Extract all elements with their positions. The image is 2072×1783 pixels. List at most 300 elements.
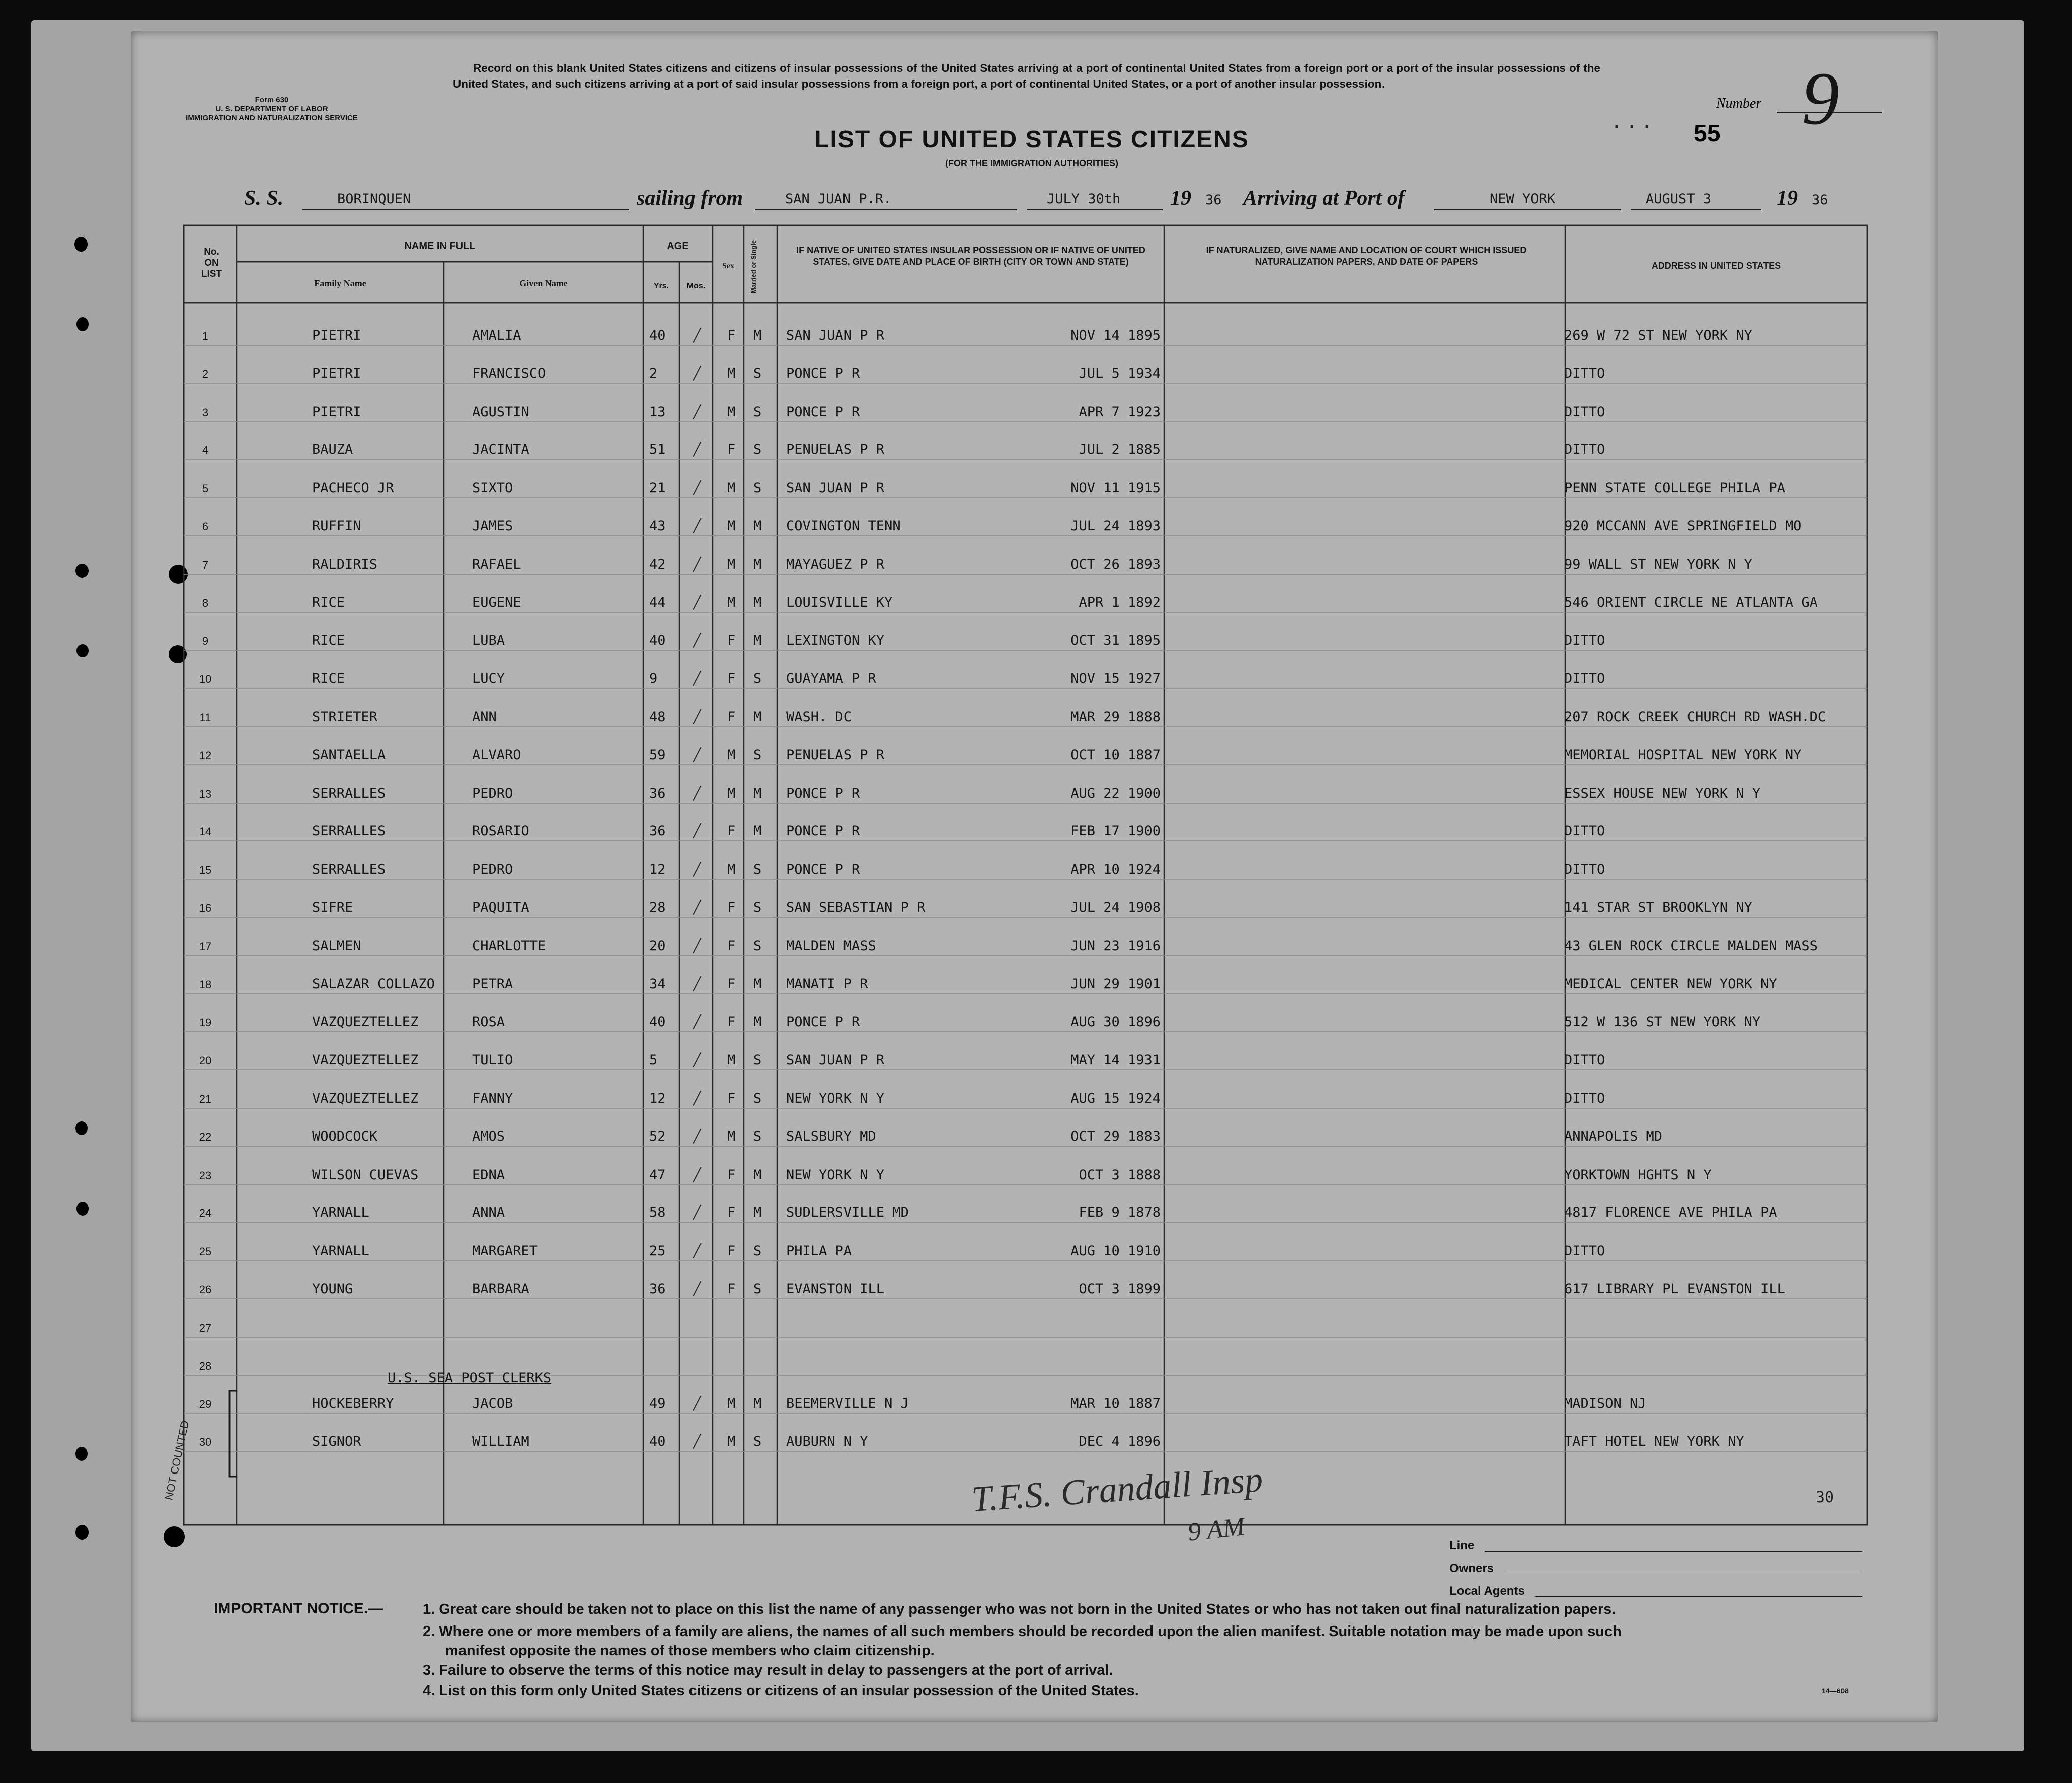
row-3-family: PIETRI [312,404,361,420]
row-4-date: JUL 2 1885 [1079,442,1161,458]
row-9-family: RICE [312,633,345,649]
check-mark: / [694,818,700,843]
row-7-ms: M [753,556,762,572]
row-2-yrs: 2 [649,365,658,381]
check-mark: / [694,1200,700,1225]
row-20-given: TULIO [472,1052,513,1068]
row-11-date: MAR 29 1888 [1070,709,1161,725]
section-label-sea-post-clerks: U.S. SEA POST CLERKS [388,1370,552,1386]
row-22-address: ANNAPOLIS MD [1564,1128,1663,1144]
row-25-sex: F [727,1243,736,1259]
row-26-sex: F [727,1281,736,1297]
row-6-place: COVINGTON TENN [786,518,901,534]
row-1-ms: M [753,328,762,343]
row-15-family: SERRALLES [312,862,386,878]
row-16-family: SIFRE [312,900,353,915]
row-23-given: EDNA [472,1167,505,1183]
check-mark: / [694,704,700,729]
form-identifier: Form 630 U. S. DEPARTMENT OF LABOR IMMIGRATION AND NATURALIZATION SERVICE [186,96,358,122]
check-mark: / [694,360,700,385]
row-2-given: FRANCISCO [472,365,546,381]
row-20-family: VAZQUEZTELLEZ [312,1052,419,1068]
row-29-address: MADISON NJ [1564,1396,1646,1412]
row-8-family: RICE [312,594,345,610]
row-1-yrs: 40 [649,328,666,343]
row-17-family: SALMEN [312,938,361,954]
row-17-yrs: 20 [649,938,666,954]
row-16-date: JUL 24 1908 [1070,900,1161,915]
row-7-address: 99 WALL ST NEW YORK N Y [1564,556,1752,572]
row-19-sex: F [727,1014,736,1030]
row-9-address: DITTO [1564,633,1605,649]
check-mark: / [694,437,700,462]
row-1-address: 269 W 72 ST NEW YORK NY [1564,328,1752,343]
row-23-family: WILSON CUEVAS [312,1167,419,1183]
row-22-date: OCT 29 1883 [1070,1128,1161,1144]
ss-label: S. S. [244,187,284,210]
row-12-date: OCT 10 1887 [1070,747,1161,763]
row-4-place: PENUELAS P R [786,442,885,458]
check-mark: / [694,780,700,805]
row-10-ms: S [753,671,762,687]
row-22-no: 22 [199,1130,212,1143]
row-13-given: PEDRO [472,785,513,801]
row-30-date: DEC 4 1896 [1079,1434,1161,1450]
check-mark: / [694,1047,700,1072]
row-14-date: FEB 17 1900 [1070,823,1161,839]
row-30-address: TAFT HOTEL NEW YORK NY [1564,1434,1744,1450]
check-mark: / [694,933,700,958]
row-29-ms: M [753,1396,762,1412]
row-23-place: NEW YORK N Y [786,1167,885,1183]
row-18-family: SALAZAR COLLAZO [312,976,435,992]
header-age: AGE [667,241,689,252]
row-21-no: 21 [199,1093,212,1105]
row-16-address: 141 STAR ST BROOKLYN NY [1564,900,1752,915]
check-mark: / [694,1238,700,1263]
check-mark: / [694,475,700,500]
row-25-address: DITTO [1564,1243,1605,1259]
row-29-date: MAR 10 1887 [1070,1396,1161,1412]
line-label: Line [1449,1539,1475,1553]
agents-underline [1535,1596,1862,1597]
row-1-given: AMALIA [472,328,521,343]
row-14-place: PONCE P R [786,823,860,839]
row-13-place: PONCE P R [786,785,860,801]
print-code: 14—608 [1822,1687,1849,1695]
row-15-place: PONCE P R [786,862,860,878]
row-17-date: JUN 23 1916 [1070,938,1161,954]
row-22-yrs: 52 [649,1128,666,1144]
check-mark: / [694,589,700,614]
owners-label: Owners [1449,1562,1494,1575]
check-mark: / [694,1429,700,1454]
row-11-sex: F [727,709,736,725]
page-tally: 30 [1816,1489,1834,1506]
row-7-family: RALDIRIS [312,556,378,572]
check-mark: / [694,857,700,882]
row-17-sex: F [727,938,736,954]
header-address: ADDRESS IN UNITED STATES [1651,261,1781,271]
row-9-no: 9 [202,635,209,648]
row-13-no: 13 [199,787,212,800]
row-25-family: YARNALL [312,1243,369,1259]
row-30-place: AUBURN N Y [786,1434,868,1450]
row-25-given: MARGARET [472,1243,538,1259]
row-11-address: 207 ROCK CREEK CHURCH RD WASH.DC [1564,709,1826,725]
row-5-address: PENN STATE COLLEGE PHILA PA [1564,480,1785,496]
row-23-sex: F [727,1167,736,1183]
row-3-no: 3 [202,406,209,419]
year-prefix-2: 19 [1777,187,1798,210]
header-family-name: Family Name [314,278,366,288]
row-5-sex: M [727,480,736,496]
row-8-ms: M [753,594,762,610]
header-no-on-list: No. ON LIST [201,247,222,279]
check-mark: / [694,399,700,424]
row-21-date: AUG 15 1924 [1070,1091,1161,1106]
form-title: LIST OF UNITED STATES CITIZENS [814,126,1249,153]
row-14-sex: F [727,823,736,839]
row-13-ms: M [753,785,762,801]
row-15-sex: M [727,862,736,878]
row-23-no: 23 [199,1169,212,1182]
row-17-address: 43 GLEN ROCK CIRCLE MALDEN MASS [1564,938,1818,954]
row-22-family: WOODCOCK [312,1128,378,1144]
row-22-sex: M [727,1128,736,1144]
row-11-ms: M [753,709,762,725]
header-sex: Sex [722,262,734,270]
row-18-ms: M [753,976,762,992]
row-17-ms: S [753,938,762,954]
row-3-given: AGUSTIN [472,404,529,420]
row-11-family: STRIETER [312,709,378,725]
row-20-yrs: 5 [649,1052,658,1068]
row-7-yrs: 42 [649,556,666,572]
row-29-given: JACOB [472,1396,513,1412]
row-25-date: AUG 10 1910 [1070,1243,1161,1259]
check-mark: / [694,1086,700,1110]
row-16-no: 16 [199,902,212,914]
row-1-no: 1 [202,330,209,342]
row-29-place: BEEMERVILLE N J [786,1396,909,1412]
row-10-date: NOV 15 1927 [1070,671,1161,687]
row-1-date: NOV 14 1895 [1070,328,1161,343]
row-5-given: SIXTO [472,480,513,496]
row-19-yrs: 40 [649,1014,666,1030]
row-12-sex: M [727,747,736,763]
check-mark: / [694,513,700,538]
row-4-no: 4 [202,444,209,457]
year-prefix-1: 19 [1170,187,1191,210]
row-5-ms: S [753,480,762,496]
row-7-given: RAFAEL [472,556,521,572]
check-mark: / [694,628,700,653]
check-mark: / [694,1123,700,1148]
row-9-yrs: 40 [649,633,666,649]
row-10-family: RICE [312,671,345,687]
row-16-given: PAQUITA [472,900,529,915]
not-counted-note: NOT COUNTED [162,1419,192,1501]
row-10-given: LUCY [472,671,505,687]
form-preamble: Record on this blank United States citizens and citizens of insular possessions of the United States arriving at a port of continental United States from a foreign port or a port of the insular possessions of the United States, and such citizens arriving at a port of said insular possessions from a foreign port, a port of continental United States, or a port of another insular possession. [453,62,1600,90]
row-29-family: HOCKEBERRY [312,1396,394,1412]
row-11-yrs: 48 [649,709,666,725]
form-subtitle: (FOR THE IMMIGRATION AUTHORITIES) [945,158,1118,168]
row-21-place: NEW YORK N Y [786,1091,885,1106]
row-3-yrs: 13 [649,404,666,420]
row-22-place: SALSBURY MD [786,1128,876,1144]
line-underline [1485,1551,1862,1552]
row-19-family: VAZQUEZTELLEZ [312,1014,419,1030]
row-26-place: EVANSTON ILL [786,1281,885,1297]
row-8-address: 546 ORIENT CIRCLE NE ATLANTA GA [1564,594,1818,610]
row-18-address: MEDICAL CENTER NEW YORK NY [1564,976,1777,992]
row-7-place: MAYAGUEZ P R [786,556,885,572]
row-21-address: DITTO [1564,1091,1605,1106]
list-number-handwritten: 9 [1802,57,1839,140]
row-6-yrs: 43 [649,518,666,534]
row-2-place: PONCE P R [786,365,860,381]
row-17-no: 17 [199,940,212,953]
row-22-given: AMOS [472,1128,505,1144]
arrival-year: 36 [1812,192,1828,208]
row-15-date: APR 10 1924 [1070,862,1161,878]
number-label: Number [1716,96,1762,111]
row-24-address: 4817 FLORENCE AVE PHILA PA [1564,1205,1777,1221]
notice-item-3: 3. Failure to observe the terms of this notice may result in delay to passengers at the port of arrival. [423,1662,1113,1678]
row-9-given: LUBA [472,633,505,649]
check-mark: / [694,1161,700,1187]
row-26-date: OCT 3 1899 [1079,1281,1161,1297]
row-6-no: 6 [202,520,209,533]
row-5-family: PACHECO JR [312,480,394,496]
row-6-family: RUFFIN [312,518,361,534]
row-5-place: SAN JUAN P R [786,480,885,496]
row-19-given: ROSA [472,1014,505,1030]
row-16-sex: F [727,900,736,915]
row-1-sex: F [727,328,736,343]
notice-item-2: 2. Where one or more members of a family are aliens, the names of all such members should be recorded upon the alien manifest. Suitable notation may be made upon such [423,1623,1622,1640]
row-7-no: 7 [202,558,209,571]
row-6-date: JUL 24 1893 [1070,518,1161,534]
arrival-date: AUGUST 3 [1646,191,1712,207]
row-19-no: 19 [199,1016,212,1029]
row-24-sex: F [727,1205,736,1221]
row-3-address: DITTO [1564,404,1605,420]
row-1-family: PIETRI [312,328,361,343]
header-yrs: Yrs. [653,282,669,290]
row-26-family: YOUNG [312,1281,353,1297]
row-7-sex: M [727,556,736,572]
notice-title: IMPORTANT NOTICE.— [214,1600,383,1617]
check-mark: / [694,551,700,576]
row-4-yrs: 51 [649,442,666,458]
row-14-no: 14 [199,825,212,838]
header-mos: Mos. [686,282,706,290]
row-14-ms: M [753,823,762,839]
row-15-yrs: 12 [649,862,666,878]
row-10-yrs: 9 [649,671,658,687]
row-15-given: PEDRO [472,862,513,878]
row-4-sex: F [727,442,736,458]
row-16-yrs: 28 [649,900,666,915]
row-11-place: WASH. DC [786,709,852,725]
row-6-ms: M [753,518,762,534]
clerks-bracket [225,1389,241,1480]
row-4-ms: S [753,442,762,458]
row-21-sex: F [727,1091,736,1106]
row-9-sex: F [727,633,736,649]
row-7-date: OCT 26 1893 [1070,556,1161,572]
row-26-given: BARBARA [472,1281,529,1297]
row-30-yrs: 40 [649,1434,666,1450]
header-native: IF NATIVE OF UNITED STATES INSULAR POSSESSION OR IF NATIVE OF UNITED STATES, GIVE DATE AND PLACE OF BIRTH (CITY OR TOWN AND STATE) [796,245,1145,267]
check-mark: / [694,1276,700,1301]
row-11-given: ANN [472,709,497,725]
row-20-ms: S [753,1052,762,1068]
row-24-family: YARNALL [312,1205,369,1221]
row-13-date: AUG 22 1900 [1070,785,1161,801]
row-2-family: PIETRI [312,365,361,381]
header-married-single: Married or Single [750,240,757,294]
row-1-place: SAN JUAN P R [786,328,885,343]
row-21-ms: S [753,1091,762,1106]
row-2-no: 2 [202,367,209,380]
row-19-ms: M [753,1014,762,1030]
row-10-address: DITTO [1564,671,1605,687]
sailing-from-label: sailing from [637,187,743,210]
row-18-no: 18 [199,978,212,991]
row-23-address: YORKTOWN HGHTS N Y [1564,1167,1712,1183]
row-23-date: OCT 3 1888 [1079,1167,1161,1183]
row-12-address: MEMORIAL HOSPITAL NEW YORK NY [1564,747,1802,763]
row-20-address: DITTO [1564,1052,1605,1068]
departure-year: 36 [1205,192,1222,208]
row-17-given: CHARLOTTE [472,938,546,954]
row-27-no: 27 [199,1321,212,1334]
row-12-no: 12 [199,749,212,762]
row-20-date: MAY 14 1931 [1070,1052,1161,1068]
notice-item-4: 4. List on this form only United States citizens or citizens of an insular possession of the United States. [423,1683,1139,1699]
row-12-family: SANTAELLA [312,747,386,763]
row-24-no: 24 [199,1207,212,1220]
row-8-yrs: 44 [649,594,666,610]
row-17-place: MALDEN MASS [786,938,876,954]
row-18-given: PETRA [472,976,513,992]
check-mark: / [694,1009,700,1034]
row-25-yrs: 25 [649,1243,666,1259]
row-6-given: JAMES [472,518,513,534]
row-10-place: GUAYAMA P R [786,671,876,687]
row-25-ms: S [753,1243,762,1259]
row-21-given: FANNY [472,1091,513,1106]
ship-name: BORINQUEN [337,191,411,207]
row-25-place: PHILA PA [786,1243,852,1259]
stamp-marks: ··· [1610,116,1656,139]
row-13-family: SERRALLES [312,785,386,801]
row-15-ms: S [753,862,762,878]
row-18-yrs: 34 [649,976,666,992]
row-10-sex: F [727,671,736,687]
row-2-address: DITTO [1564,365,1605,381]
row-4-address: DITTO [1564,442,1605,458]
row-28-no: 28 [199,1359,212,1372]
row-3-sex: M [727,404,736,420]
row-29-no: 29 [199,1398,212,1411]
row-21-family: VAZQUEZTELLEZ [312,1091,419,1106]
row-4-given: JACINTA [472,442,529,458]
row-3-ms: S [753,404,762,420]
row-6-address: 920 MCCANN AVE SPRINGFIELD MO [1564,518,1802,534]
row-9-place: LEXINGTON KY [786,633,885,649]
row-24-ms: M [753,1205,762,1221]
notice-item-2-cont: manifest opposite the names of those members who claim citizenship. [445,1643,935,1659]
row-5-yrs: 21 [649,480,666,496]
signature-time: 9 AM [1186,1512,1246,1547]
local-agents-label: Local Agents [1449,1584,1525,1598]
row-30-given: WILLIAM [472,1434,529,1450]
row-14-address: DITTO [1564,823,1605,839]
row-24-given: ANNA [472,1205,505,1221]
stamped-number: 55 [1694,120,1721,147]
row-4-family: BAUZA [312,442,353,458]
row-13-sex: M [727,785,736,801]
departure-date: JULY 30th [1047,191,1121,207]
row-26-no: 26 [199,1283,212,1296]
row-18-place: MANATI P R [786,976,868,992]
check-mark: / [694,323,700,347]
row-5-no: 5 [202,482,209,495]
inspector-signature: T.F.S. Crandall Insp [970,1458,1264,1520]
row-30-ms: S [753,1434,762,1450]
row-9-ms: M [753,633,762,649]
row-21-yrs: 12 [649,1091,666,1106]
row-10-no: 10 [199,673,212,686]
row-11-no: 11 [199,711,211,724]
row-30-no: 30 [199,1436,212,1449]
row-15-no: 15 [199,864,212,877]
row-20-sex: M [727,1052,736,1068]
row-15-address: DITTO [1564,862,1605,878]
row-13-yrs: 36 [649,785,666,801]
row-18-date: JUN 29 1901 [1070,976,1161,992]
row-29-yrs: 49 [649,1396,666,1412]
row-12-place: PENUELAS P R [786,747,885,763]
row-22-ms: S [753,1128,762,1144]
row-25-no: 25 [199,1245,212,1258]
row-8-sex: M [727,594,736,610]
row-23-yrs: 47 [649,1167,666,1183]
check-mark: / [694,666,700,691]
row-16-ms: S [753,900,762,915]
check-mark: / [694,895,700,919]
row-3-place: PONCE P R [786,404,860,420]
header-naturalized: IF NATURALIZED, GIVE NAME AND LOCATION OF COURT WHICH ISSUED NATURALIZATION PAPERS, AND DATE OF PAPERS [1206,245,1527,267]
row-6-sex: M [727,518,736,534]
row-24-yrs: 58 [649,1205,666,1221]
row-19-place: PONCE P R [786,1014,860,1030]
row-5-date: NOV 11 1915 [1070,480,1161,496]
row-24-place: SUDLERSVILLE MD [786,1205,909,1221]
row-14-family: SERRALLES [312,823,386,839]
row-14-yrs: 36 [649,823,666,839]
row-24-date: FEB 9 1878 [1079,1205,1161,1221]
row-3-date: APR 7 1923 [1079,404,1161,420]
header-given-name: Given Name [519,278,568,288]
row-20-place: SAN JUAN P R [786,1052,885,1068]
row-2-ms: S [753,365,762,381]
